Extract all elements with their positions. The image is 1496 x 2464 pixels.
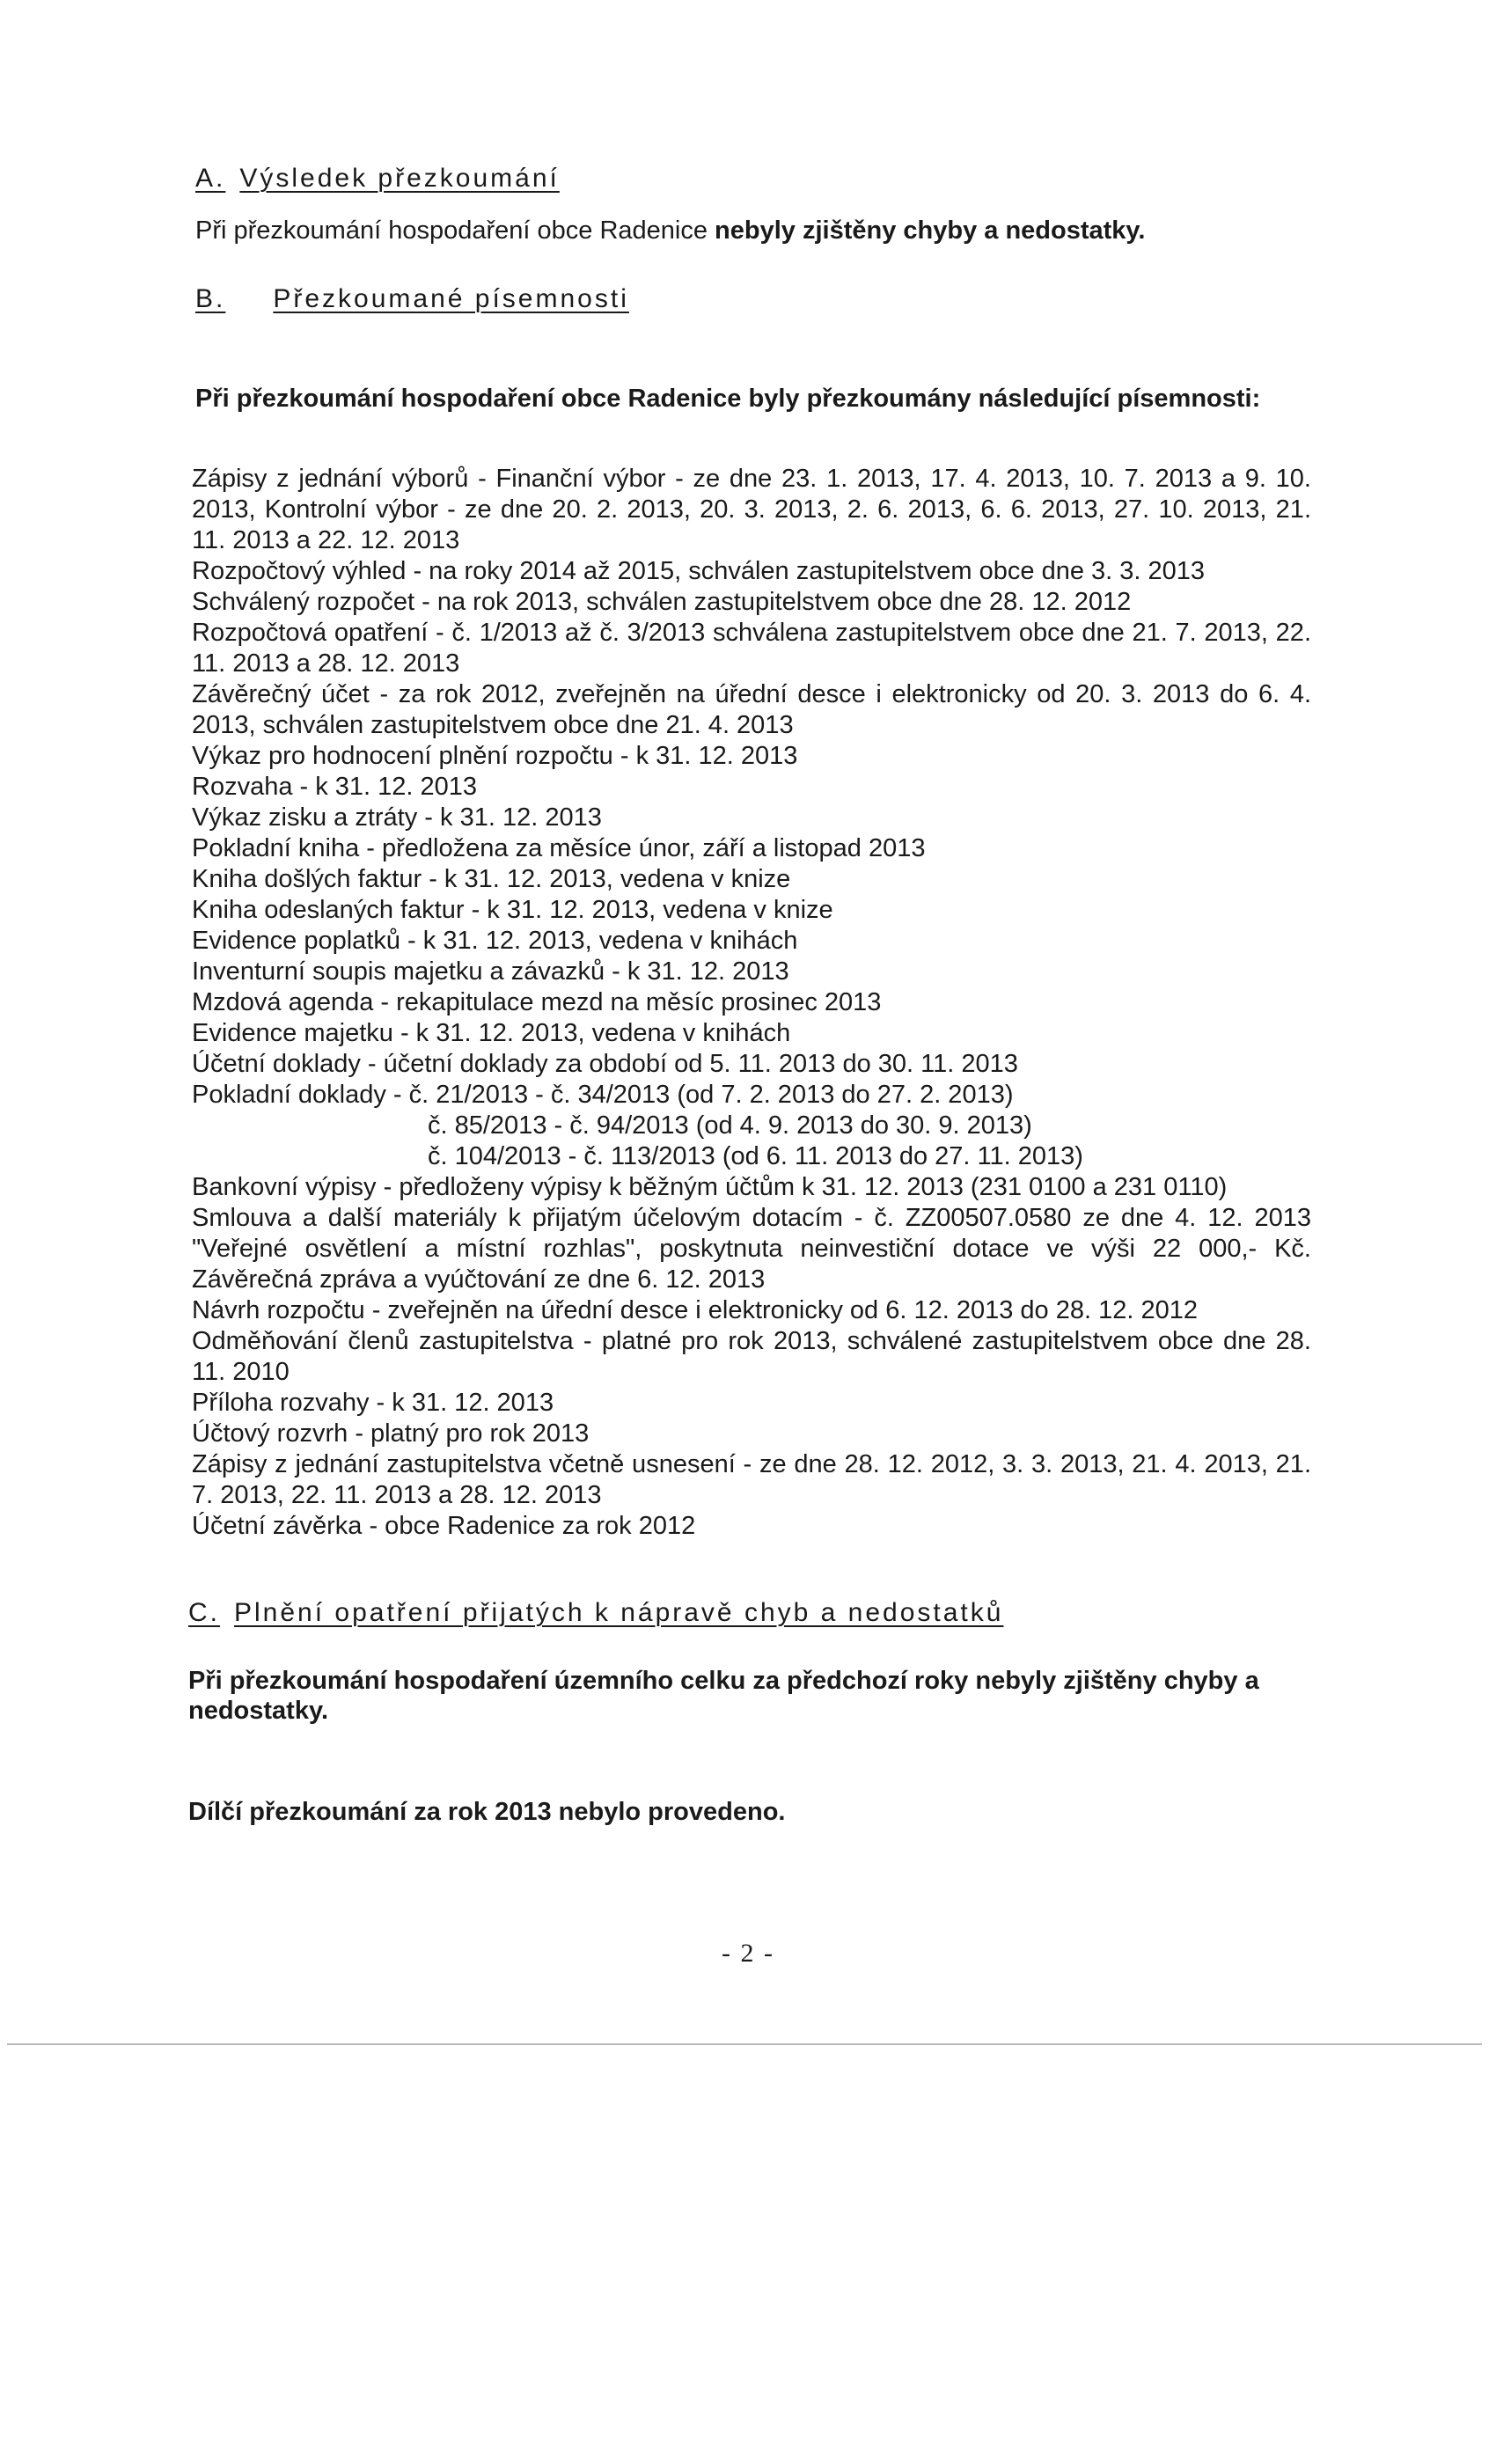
document-item: Odměňování členů zastupitelstva - platné pro rok 2013, schválené zastupitelstvem obce dne 28. 11. 2010: [192, 1327, 1311, 1386]
document-item: Účtový rozvrh - platný pro rok 2013: [192, 1419, 590, 1448]
section-b-label: B.: [195, 284, 226, 313]
document-item: Účetní závěrka - obce Radenice za rok 2012: [192, 1512, 696, 1540]
document-item: Návrh rozpočtu - zveřejněn na úřední desce i elektronicky od 6. 12. 2013 do 28. 12. 2012: [192, 1296, 1198, 1324]
document-item: Příloha rozvahy - k 31. 12. 2013: [192, 1389, 554, 1417]
section-a-label: A.: [195, 164, 226, 193]
document-item: Závěrečný účet - za rok 2012, zveřejněn na úřední desce i elektronicky od 20. 3. 2013 do 6. 4. 2013, schválen zastupitelstvem obce dne 21. 4. 2013: [192, 680, 1311, 739]
section-b-intro: Při přezkoumání hospodaření obce Radenice byly přezkoumány následující písemnosti:: [195, 385, 1261, 413]
document-item: Kniha došlých faktur - k 31. 12. 2013, vedena v knize: [192, 865, 791, 893]
document-item: Výkaz zisku a ztráty - k 31. 12. 2013: [192, 803, 602, 832]
document-item: Výkaz pro hodnocení plnění rozpočtu - k 31. 12. 2013: [192, 742, 798, 770]
section-b-heading: [195, 284, 629, 314]
document-item-continuation: č. 104/2013 - č. 113/2013 (od 6. 11. 2013 do 27. 11. 2013): [428, 1142, 1083, 1170]
document-item: Účetní doklady - účetní doklady za období od 5. 11. 2013 do 30. 11. 2013: [192, 1050, 1018, 1078]
document-item-continuation: č. 85/2013 - č. 94/2013 (od 4. 9. 2013 do 30. 9. 2013): [428, 1111, 1032, 1140]
document-item: Zápisy z jednání zastupitelstva včetně usnesení - ze dne 28. 12. 2012, 3. 3. 2013, 21. 4. 2013, 21. 7. 2013, 22. 11. 2013 a 28. 12. 2013: [192, 1450, 1311, 1509]
section-c-heading: [188, 1598, 1003, 1628]
section-a-result: [195, 216, 1311, 246]
document-item: Zápisy z jednání výborů - Finanční výbor - ze dne 23. 1. 2013, 17. 4. 2013, 10. 7. 2013 a 9. 10. 2013, Kontrolní výbor - ze dne 20. 2. 2013, 20. 3. 2013, 2. 6. 2013, 6. 6. 2013, 27. 10. 2013, 21. 11. 2013 a 22. 12. 2013: [192, 465, 1311, 554]
document-item: Bankovní výpisy - předloženy výpisy k běžným účtům k 31. 12. 2013 (231 0100 a 231 0110): [192, 1173, 1228, 1201]
section-c-label: C.: [188, 1598, 220, 1627]
document-item: Inventurní soupis majetku a závazků - k 31. 12. 2013: [192, 957, 789, 986]
document-item: Evidence poplatků - k 31. 12. 2013, vedena v knihách: [192, 927, 798, 955]
section-a-result-bold: nebyly zjištěny chyby a nedostatky.: [715, 216, 1146, 245]
document-item: Pokladní kniha - předložena za měsíce únor, září a listopad 2013: [192, 834, 926, 862]
page-number: - 2 -: [722, 1939, 774, 1968]
document-item: Rozpočtová opatření - č. 1/2013 až č. 3/2013 schválena zastupitelstvem obce dne 21. 7. 2013, 22. 11. 2013 a 28. 12. 2013: [192, 619, 1311, 678]
section-c-statement: Při přezkoumání hospodaření územního celku za předchozí roky nebyly zjištěny chyby a nedostatky.: [188, 1667, 1259, 1725]
section-a-title: Výsledek přezkoumání: [239, 164, 560, 193]
document-item: Kniha odeslaných faktur - k 31. 12. 2013, vedena v knize: [192, 896, 833, 924]
partial-review-note: Dílčí přezkoumání za rok 2013 nebylo provedeno.: [188, 1798, 786, 1826]
section-a-heading: [195, 164, 560, 194]
document-item: Smlouva a další materiály k přijatým účelovým dotacím - č. ZZ00507.0580 ze dne 4. 12. 2013 "Veřejné osvětlení a místní rozhlas", poskytnuta neinvestiční dotace ve výši 22 000,- Kč. Závěrečná zpráva a vyúčtování ze dne 6. 12. 2013: [192, 1204, 1311, 1294]
section-c-title: Plnění opatření přijatých k nápravě chyb a nedostatků: [234, 1598, 1004, 1627]
section-b-title: Přezkoumané písemnosti: [273, 284, 629, 313]
document-item: Rozvaha - k 31. 12. 2013: [192, 773, 478, 801]
scan-edge-line: [7, 2043, 1482, 2045]
document-item: Schválený rozpočet - na rok 2013, schválen zastupitelstvem obce dne 28. 12. 2012: [192, 588, 1132, 616]
document-item: Mzdová agenda - rekapitulace mezd na měsíc prosinec 2013: [192, 988, 882, 1016]
document-item: Evidence majetku - k 31. 12. 2013, vedena v knihách: [192, 1019, 791, 1047]
document-item: Pokladní doklady - č. 21/2013 - č. 34/2013 (od 7. 2. 2013 do 27. 2. 2013): [192, 1081, 1014, 1109]
section-a-result-text: Při přezkoumání hospodaření obce Radenice: [195, 216, 715, 245]
reviewed-documents-list: [192, 464, 1311, 1542]
document-item: Rozpočtový výhled - na roky 2014 až 2015, schválen zastupitelstvem obce dne 3. 3. 2013: [192, 557, 1206, 585]
